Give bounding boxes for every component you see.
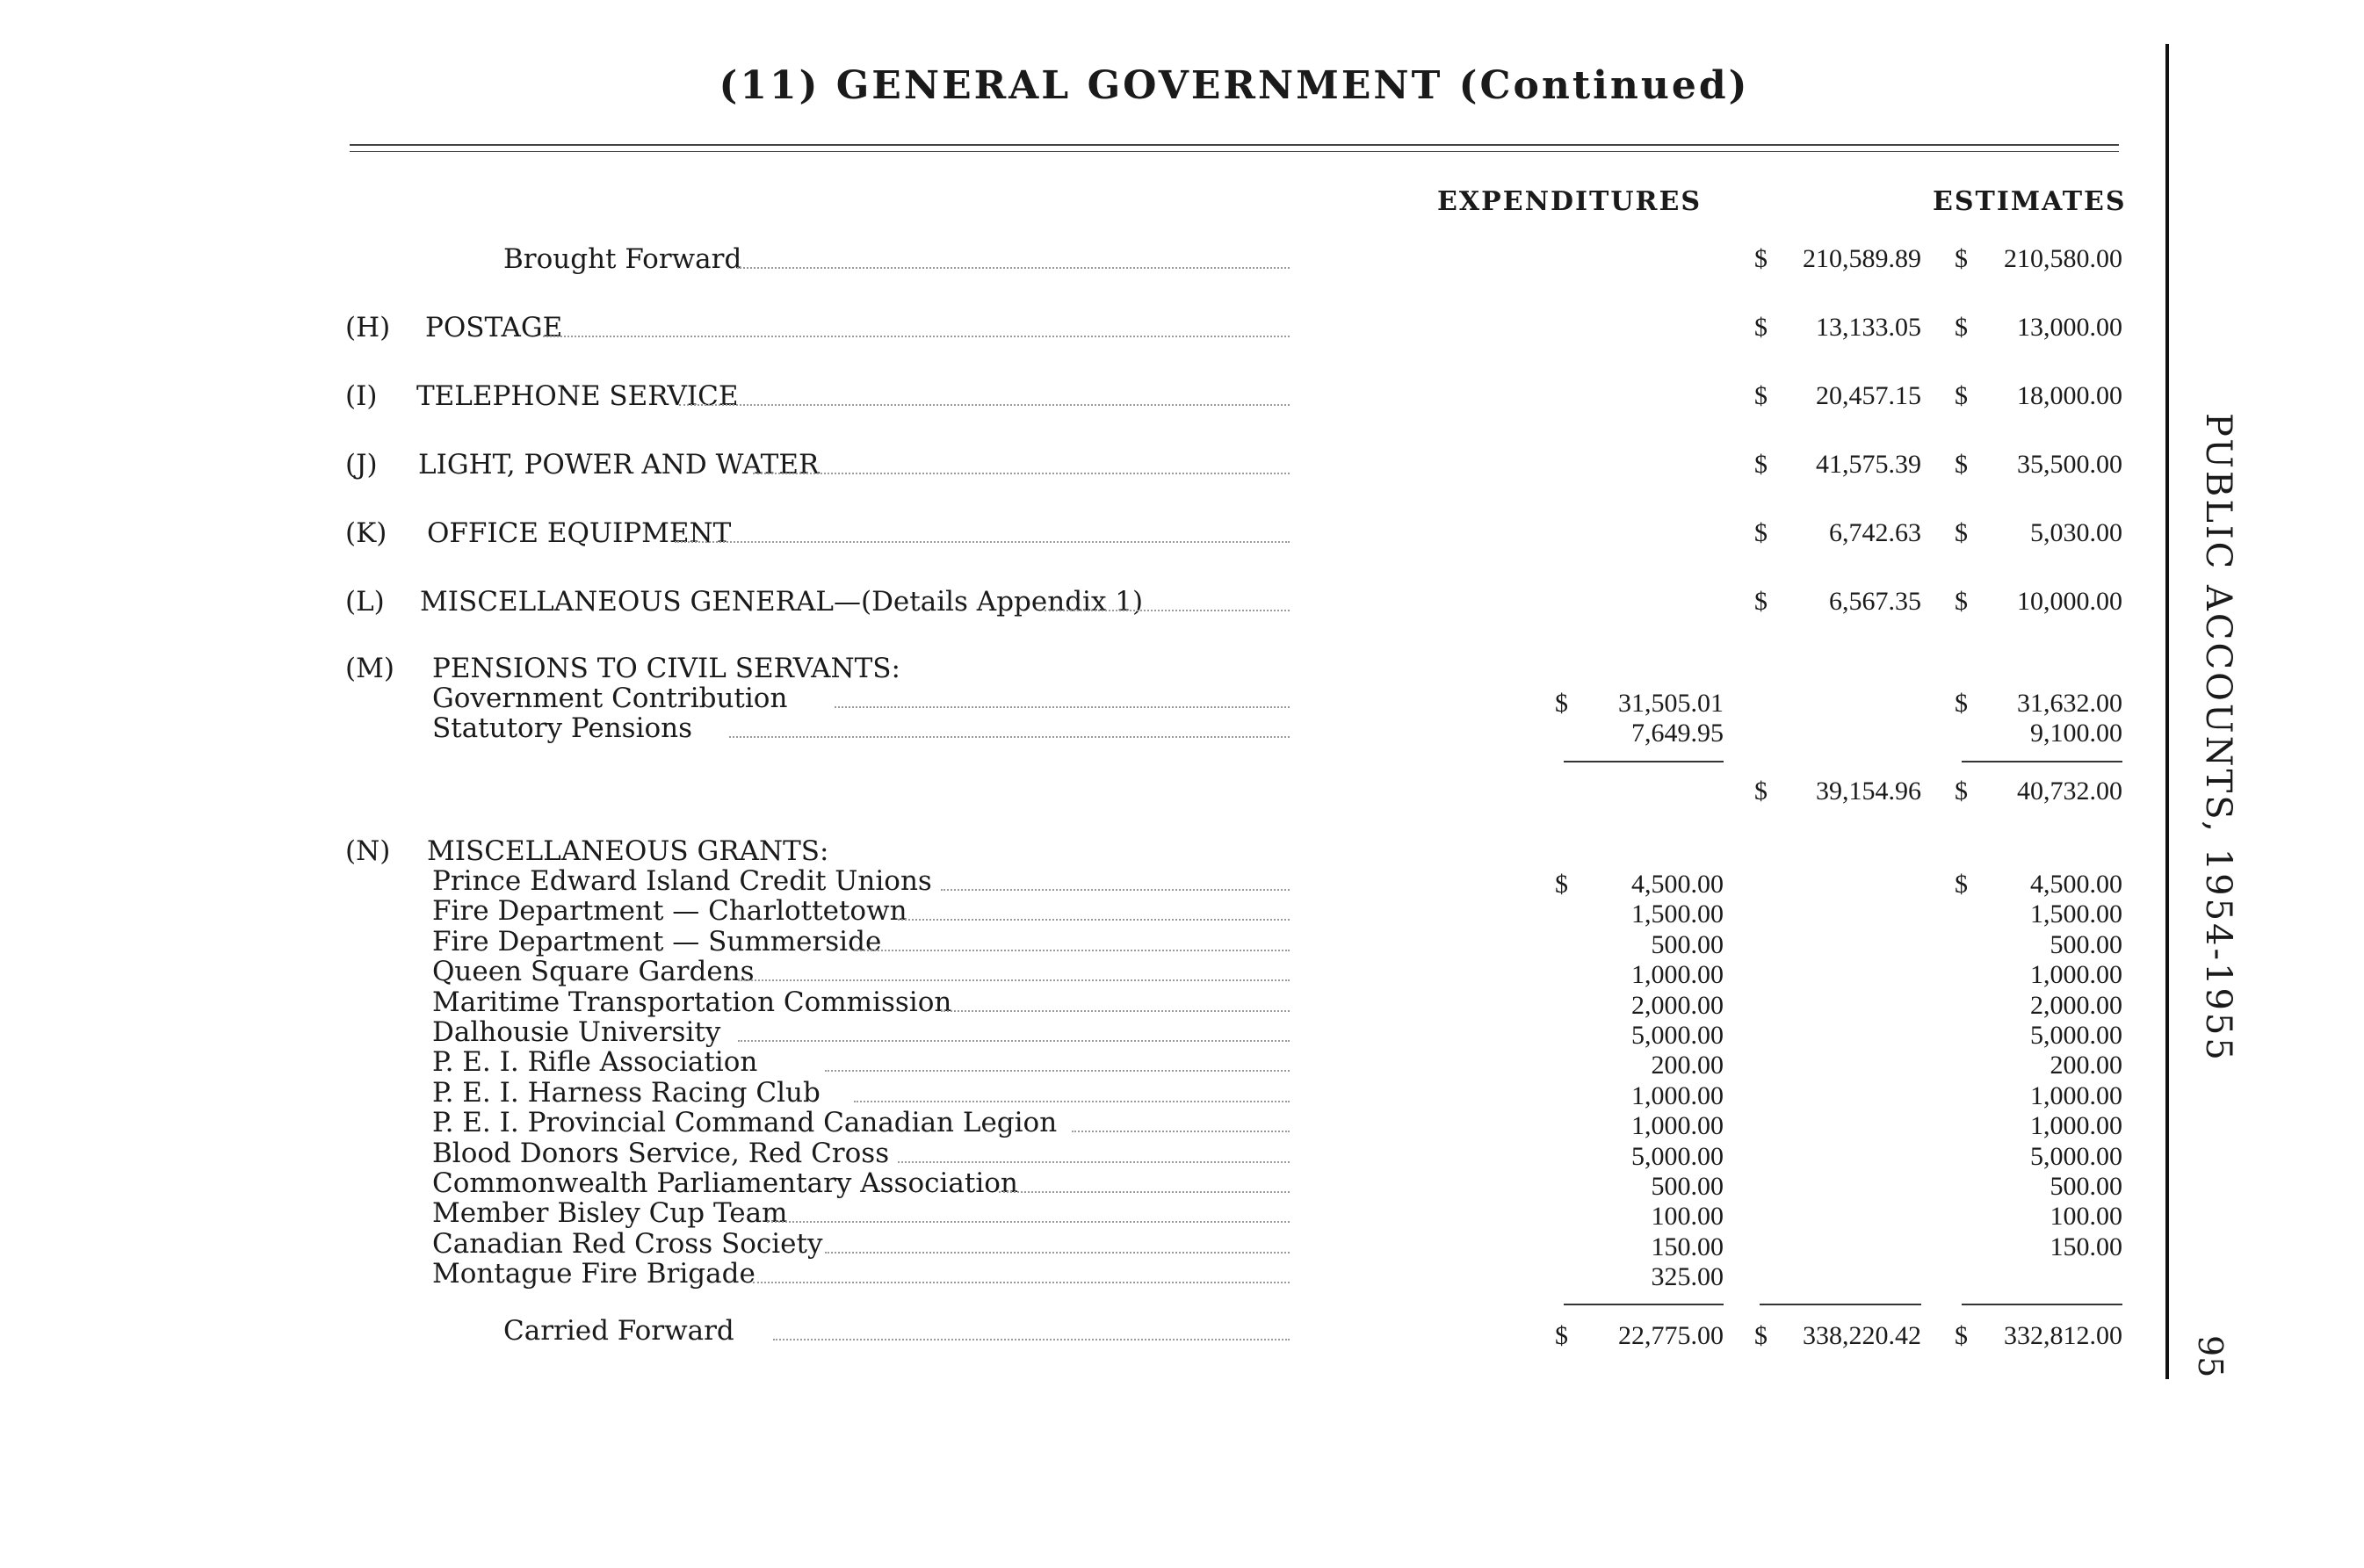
grant-item-label: P. E. I. Rifle Association <box>432 1046 758 1078</box>
page-number: 95 <box>2191 1335 2230 1378</box>
expenditure-total: 6,742.63 <box>1829 518 1921 547</box>
section-heading: PENSIONS TO CIVIL SERVANTS: <box>432 653 900 684</box>
dollar-sign: $ <box>1955 777 1968 806</box>
leader-dots <box>773 1339 1290 1340</box>
line-label: Brought Forward <box>503 243 742 275</box>
section-code: (L) <box>345 586 385 618</box>
grant-expenditure: 500.00 <box>1651 930 1724 959</box>
dollar-sign: $ <box>1754 450 1768 479</box>
grant-expenditure: 325.00 <box>1651 1262 1724 1291</box>
dollar-sign: $ <box>1955 870 1968 899</box>
grant-expenditure: 1,000.00 <box>1631 1081 1724 1110</box>
dollar-sign: $ <box>1754 1321 1768 1350</box>
estimates-heading: ESTIMATES <box>1933 186 2127 217</box>
grant-item-label: P. E. I. Harness Racing Club <box>432 1077 821 1109</box>
leader-dots <box>679 404 1290 406</box>
grant-item-label: Blood Donors Service, Red Cross <box>432 1138 890 1169</box>
grant-estimate: 200.00 <box>2050 1051 2122 1080</box>
line-label: Carried Forward <box>503 1315 734 1347</box>
grant-estimate: 5,000.00 <box>2030 1142 2122 1171</box>
estimate-value: 9,100.00 <box>2030 719 2122 748</box>
dollar-sign: $ <box>1754 777 1768 806</box>
grant-item-label: Prince Edward Island Credit Unions <box>432 865 932 897</box>
dollar-sign: $ <box>1955 313 1968 342</box>
dollar-sign: $ <box>1555 870 1568 899</box>
grant-estimate: 1,000.00 <box>2030 1081 2122 1110</box>
title-rule-bottom <box>350 151 2119 152</box>
expenditure-total: 6,567.35 <box>1829 587 1921 616</box>
expenditure-total: 41,575.39 <box>1816 450 1921 479</box>
grant-expenditure: 200.00 <box>1651 1051 1724 1080</box>
margin-bar <box>2165 44 2169 1379</box>
expenditures-heading: EXPENDITURES <box>1437 186 1702 217</box>
leader-dots <box>854 950 1290 951</box>
page-title: (11) GENERAL GOVERNMENT (Continued) <box>719 63 1750 108</box>
grant-item-label: Montague Fire Brigade <box>432 1258 755 1290</box>
title-rule-top <box>350 144 2119 146</box>
grant-item-label: Commonwealth Parliamentary Association <box>432 1167 1018 1199</box>
estimate-value: 10,000.00 <box>2017 587 2122 616</box>
grant-item-label: Dalhousie University <box>432 1016 721 1048</box>
grant-expenditure: 5,000.00 <box>1631 1142 1724 1171</box>
dollar-sign: $ <box>1955 587 1968 616</box>
grant-estimate: 500.00 <box>2050 1172 2122 1201</box>
grant-expenditure: 5,000.00 <box>1631 1021 1724 1050</box>
grant-expenditure: 100.00 <box>1651 1202 1724 1231</box>
expenditure-item: 22,775.00 <box>1618 1321 1724 1350</box>
line-label: TELEPHONE SERVICE <box>416 380 739 412</box>
estimate-value: 13,000.00 <box>2017 313 2122 342</box>
grant-item-label: Fire Department — Charlottetown <box>432 895 907 927</box>
grant-expenditure: 1,000.00 <box>1631 1111 1724 1140</box>
leader-dots <box>941 1010 1290 1012</box>
leader-dots <box>825 1070 1290 1072</box>
total-rule <box>1760 1304 1921 1305</box>
section-code: (N) <box>345 835 391 867</box>
dollar-sign: $ <box>1955 1321 1968 1350</box>
dollar-sign: $ <box>1955 381 1968 410</box>
line-label: Statutory Pensions <box>432 712 693 744</box>
expenditure-total: 338,220.42 <box>1803 1321 1921 1350</box>
grant-expenditure: 150.00 <box>1651 1232 1724 1261</box>
grant-estimate: 150.00 <box>2050 1232 2122 1261</box>
line-label: POSTAGE <box>425 312 563 343</box>
total-rule <box>1962 1304 2122 1305</box>
section-code: (J) <box>345 449 378 481</box>
dollar-sign: $ <box>1555 1321 1568 1350</box>
leader-dots <box>825 1252 1290 1254</box>
estimate-value: 210,580.00 <box>2004 244 2122 273</box>
expenditure-item: 7,649.95 <box>1631 719 1724 748</box>
expenditure-item: 31,505.01 <box>1618 689 1724 718</box>
leader-dots <box>999 1191 1290 1193</box>
grant-estimate: 500.00 <box>2050 930 2122 959</box>
section-heading: MISCELLANEOUS GRANTS: <box>427 835 829 867</box>
leader-dots <box>767 1221 1290 1223</box>
dollar-sign: $ <box>1754 518 1768 547</box>
grant-item-label: Maritime Transportation Commission <box>432 986 952 1018</box>
running-head: PUBLIC ACCOUNTS, 1954-1955 <box>2198 413 2238 1063</box>
line-label: LIGHT, POWER AND WATER <box>418 449 820 481</box>
expenditure-total: 210,589.89 <box>1803 244 1921 273</box>
leader-dots <box>1072 1131 1290 1132</box>
grant-estimate: 1,500.00 <box>2030 900 2122 929</box>
estimate-value: 31,632.00 <box>2017 689 2122 718</box>
grant-item-label: Fire Department — Summerside <box>432 926 882 957</box>
grant-expenditure: 1,500.00 <box>1631 900 1724 929</box>
line-label: Government Contribution <box>432 683 788 714</box>
section-code: (H) <box>345 312 391 343</box>
leader-dots <box>738 1040 1290 1042</box>
leader-dots <box>898 919 1290 921</box>
leader-dots <box>675 541 1290 543</box>
leader-dots <box>835 706 1290 708</box>
grant-estimate: 1,000.00 <box>2030 960 2122 989</box>
estimate-value: 18,000.00 <box>2017 381 2122 410</box>
estimate-value: 332,812.00 <box>2004 1321 2122 1350</box>
leader-dots <box>854 1101 1290 1102</box>
dollar-sign: $ <box>1955 450 1968 479</box>
expenditure-total: 13,133.05 <box>1816 313 1921 342</box>
dollar-sign: $ <box>1955 518 1968 547</box>
grant-item-label: P. E. I. Provincial Command Canadian Legion <box>432 1107 1058 1138</box>
grant-item-label: Member Bisley Cup Team <box>432 1197 788 1229</box>
grant-expenditure: 1,000.00 <box>1631 960 1724 989</box>
grant-estimate: 4,500.00 <box>2030 870 2122 899</box>
dollar-sign: $ <box>1754 313 1768 342</box>
total-rule <box>1564 1304 1724 1305</box>
section-code: (I) <box>345 380 378 412</box>
dollar-sign: $ <box>1754 587 1768 616</box>
grant-item-label: Queen Square Gardens <box>432 956 755 987</box>
dollar-sign: $ <box>1955 689 1968 718</box>
leader-dots <box>941 889 1290 891</box>
dollar-sign: $ <box>1955 244 1968 273</box>
grant-estimate: 100.00 <box>2050 1202 2122 1231</box>
leader-dots <box>729 736 1290 738</box>
estimate-value: 35,500.00 <box>2017 450 2122 479</box>
grant-item-label: Canadian Red Cross Society <box>432 1228 823 1260</box>
line-label: OFFICE EQUIPMENT <box>427 517 732 549</box>
dollar-sign: $ <box>1754 244 1768 273</box>
grant-estimate: 2,000.00 <box>2030 991 2122 1020</box>
subtotal-rule <box>1962 761 2122 762</box>
section-code: (M) <box>345 653 394 684</box>
grant-expenditure: 500.00 <box>1651 1172 1724 1201</box>
grant-estimate: 1,000.00 <box>2030 1111 2122 1140</box>
expenditure-total: 20,457.15 <box>1816 381 1921 410</box>
subtotal-rule <box>1564 761 1724 762</box>
leader-dots <box>1045 610 1290 611</box>
grant-expenditure: 4,500.00 <box>1631 870 1724 899</box>
estimate-value: 5,030.00 <box>2030 518 2122 547</box>
estimate-value: 40,732.00 <box>2017 777 2122 806</box>
leader-dots <box>753 473 1290 474</box>
leader-dots <box>753 1282 1290 1283</box>
dollar-sign: $ <box>1754 381 1768 410</box>
leader-dots <box>543 336 1290 337</box>
leader-dots <box>738 979 1290 981</box>
leader-dots <box>737 267 1290 269</box>
leader-dots <box>898 1161 1290 1163</box>
grant-expenditure: 2,000.00 <box>1631 991 1724 1020</box>
dollar-sign: $ <box>1555 689 1568 718</box>
section-code: (K) <box>345 517 387 549</box>
line-label: MISCELLANEOUS GENERAL—(Details Appendix 1) <box>420 586 1144 618</box>
grant-estimate: 5,000.00 <box>2030 1021 2122 1050</box>
expenditure-total: 39,154.96 <box>1816 777 1921 806</box>
